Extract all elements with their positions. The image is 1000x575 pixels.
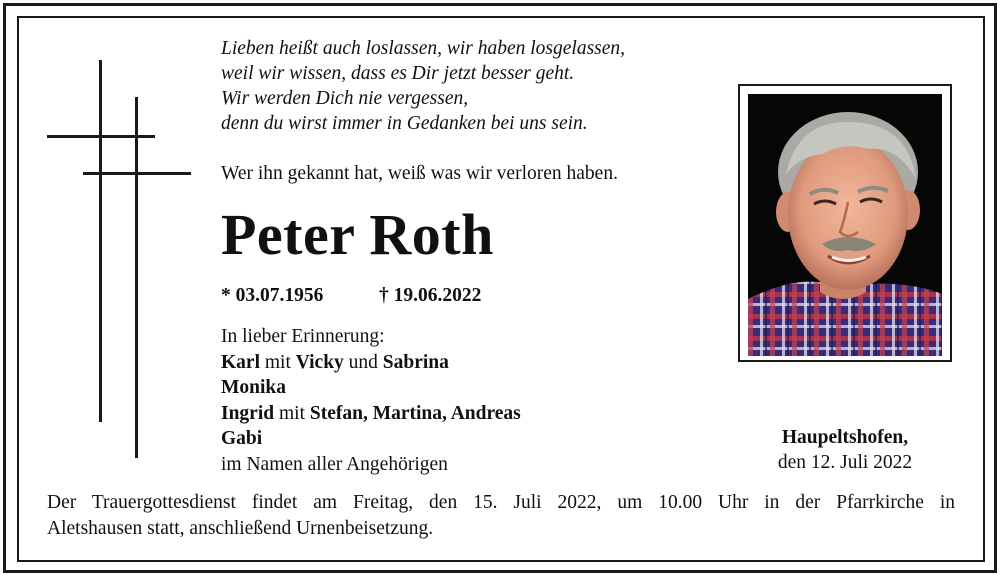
portrait-photo <box>748 94 942 356</box>
death-date: † 19.06.2022 <box>379 285 482 306</box>
photo-frame <box>738 84 952 362</box>
mourners-list <box>221 324 521 477</box>
deceased-name: Peter Roth <box>221 202 494 267</box>
place-date: den 12. Juli 2022 <box>777 452 913 473</box>
service-notice <box>47 490 955 542</box>
mourners-closing: im Namen aller Angehörigen <box>221 453 448 475</box>
birth-date: * 03.07.1956 <box>221 285 324 306</box>
motto: Wer ihn gekannt hat, weiß was wir verloren haben. <box>221 163 618 184</box>
poem-line: Lieben heißt auch loslassen, wir haben losgelassen, <box>221 38 626 59</box>
mourner-line: Karl mit Vicky und Sabrina <box>221 351 449 373</box>
service-line: Aletshausen statt, anschließend Urnenbeisetzung. <box>47 518 434 539</box>
poem-line: denn du wirst immer in Gedanken bei uns sein. <box>221 113 588 134</box>
poem <box>221 36 625 136</box>
mourner-line: Monika <box>221 377 287 398</box>
service-line: Der Trauergottesdienst findet am Freitag, den 15. Juli 2022, um 10.00 Uhr in der Pfarrkirche in <box>47 492 955 513</box>
mourner-line: Ingrid mit Stefan, Martina, Andreas <box>221 402 521 424</box>
poem-line: Wir werden Dich nie vergessen, <box>221 88 469 109</box>
poem-line: weil wir wissen, dass es Dir jetzt besser geht. <box>221 63 575 84</box>
place-town: Haupeltshofen, <box>781 427 909 448</box>
mourners-intro: In lieber Erinnerung: <box>221 326 385 347</box>
mourner-line: Gabi <box>221 428 263 449</box>
portrait-illustration <box>748 94 942 356</box>
